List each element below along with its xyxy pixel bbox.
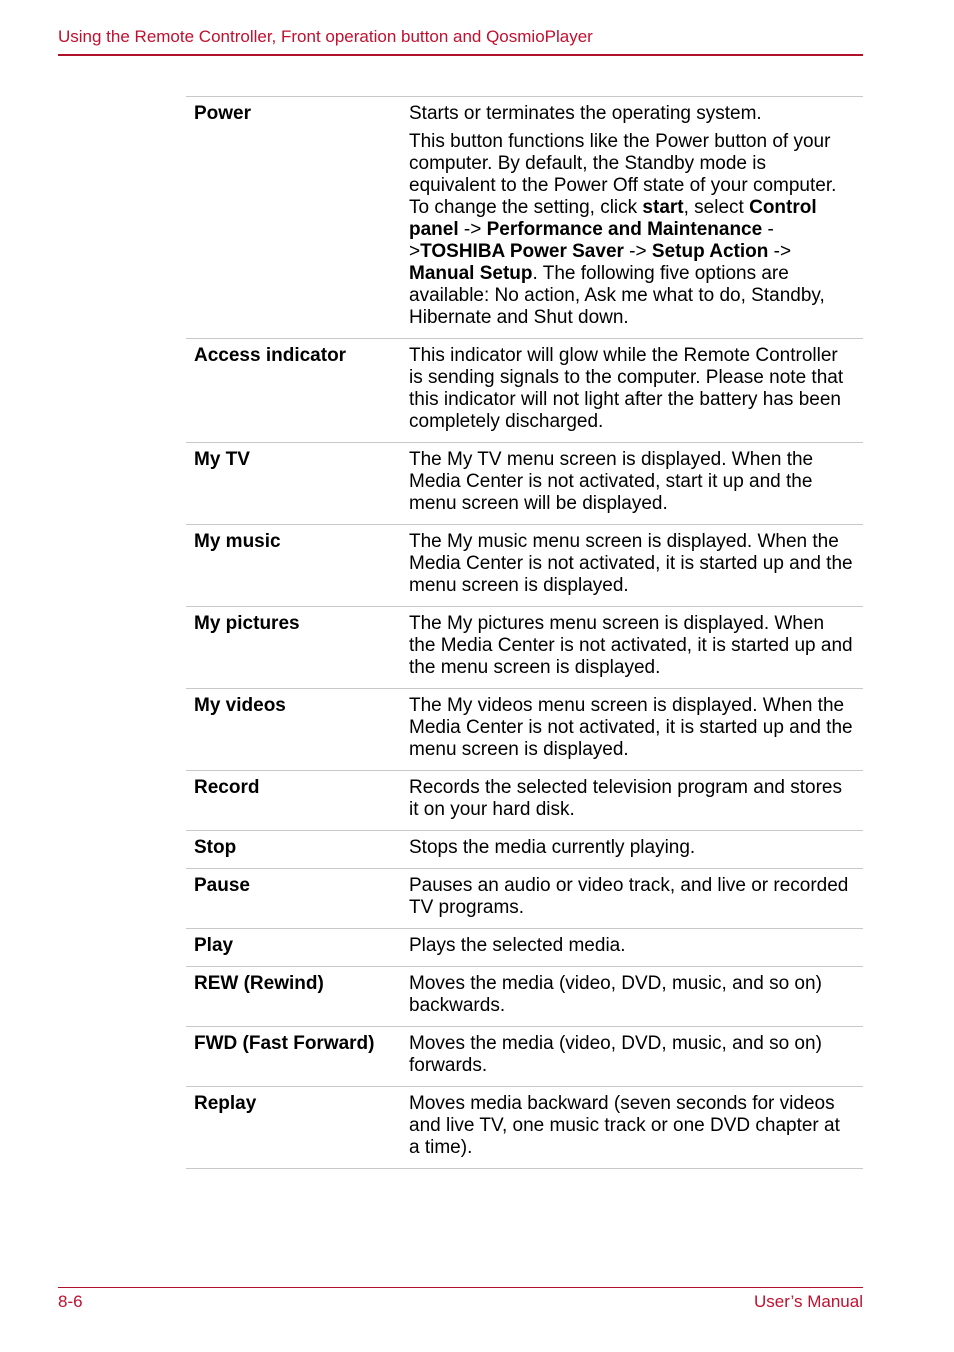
table-row bbox=[186, 831, 863, 869]
row-term: Play bbox=[194, 935, 234, 956]
table-row bbox=[186, 929, 863, 967]
row-term: REW (Rewind) bbox=[194, 973, 324, 994]
row-description: Records the selected television program and stores it on your hard disk. bbox=[409, 777, 843, 820]
row-description: Plays the selected media. bbox=[409, 935, 626, 956]
table-row bbox=[186, 443, 863, 525]
table-row bbox=[186, 1027, 863, 1087]
table-row bbox=[186, 339, 863, 443]
row-term: Record bbox=[194, 777, 260, 798]
power-summary: Starts or terminates the operating system. bbox=[409, 103, 762, 124]
row-description: The My TV menu screen is displayed. When the Media Center is not activated, start it up and the menu screen will be displayed. bbox=[409, 449, 814, 514]
table-row bbox=[186, 771, 863, 831]
row-description: This indicator will glow while the Remote Controller is sending signals to the computer. Please note that this indicator will not light after the battery has been completely discharged. bbox=[409, 345, 844, 432]
row-description: The My videos menu screen is displayed. When the Media Center is not activated, it is started up and the menu screen is displayed. bbox=[409, 695, 853, 760]
page-header-title: Using the Remote Controller, Front operation button and QosmioPlayer bbox=[58, 27, 593, 46]
row-term: Replay bbox=[194, 1093, 257, 1114]
row-term: Pause bbox=[194, 875, 250, 896]
row-term: Access indicator bbox=[194, 345, 347, 366]
row-term: Stop bbox=[194, 837, 237, 858]
remote-button-table bbox=[186, 96, 863, 1169]
page-number: 8-6 bbox=[58, 1292, 83, 1311]
row-term: My videos bbox=[194, 695, 286, 716]
table-row bbox=[186, 967, 863, 1027]
row-term: My TV bbox=[194, 449, 250, 470]
table-row bbox=[186, 607, 863, 689]
row-description: Moves media backward (seven seconds for videos and live TV, one music track or one DVD chapter at a time). bbox=[409, 1093, 840, 1158]
row-term: My pictures bbox=[194, 613, 300, 634]
row-term: Power bbox=[194, 103, 252, 124]
table-row bbox=[186, 869, 863, 929]
row-description: Moves the media (video, DVD, music, and so on) backwards. bbox=[409, 973, 822, 1016]
row-description: Moves the media (video, DVD, music, and so on) forwards. bbox=[409, 1033, 822, 1076]
header-divider bbox=[58, 54, 863, 56]
row-description: The My music menu screen is displayed. When the Media Center is not activated, it is started up and the menu screen is displayed. bbox=[409, 531, 853, 596]
row-description: Stops the media currently playing. bbox=[409, 837, 696, 858]
row-description: The My pictures menu screen is displayed. When the Media Center is not activated, it is started up and the menu screen is displayed. bbox=[409, 613, 853, 678]
table-row bbox=[186, 525, 863, 607]
table-row bbox=[186, 97, 863, 339]
footer-divider bbox=[58, 1287, 863, 1288]
row-description: Pauses an audio or video track, and live or recorded TV programs. bbox=[409, 875, 849, 918]
table-row bbox=[186, 689, 863, 771]
power-detail: This button functions like the Power button of your computer. By default, the Standby mode is equivalent to the Power Off state of your computer. To change the setting, click start, select Control panel -> Performance and Maintenance ->TOSHIBA Power Saver -> Setup Action -> Manual Setup. The following five options are available: No action, Ask me what to do, Standby, Hibernate and Shut down. bbox=[409, 131, 837, 328]
manual-name: User’s Manual bbox=[754, 1292, 863, 1311]
row-description bbox=[409, 103, 863, 329]
row-term: My music bbox=[194, 531, 281, 552]
table-row bbox=[186, 1087, 863, 1169]
row-term: FWD (Fast Forward) bbox=[194, 1033, 375, 1054]
